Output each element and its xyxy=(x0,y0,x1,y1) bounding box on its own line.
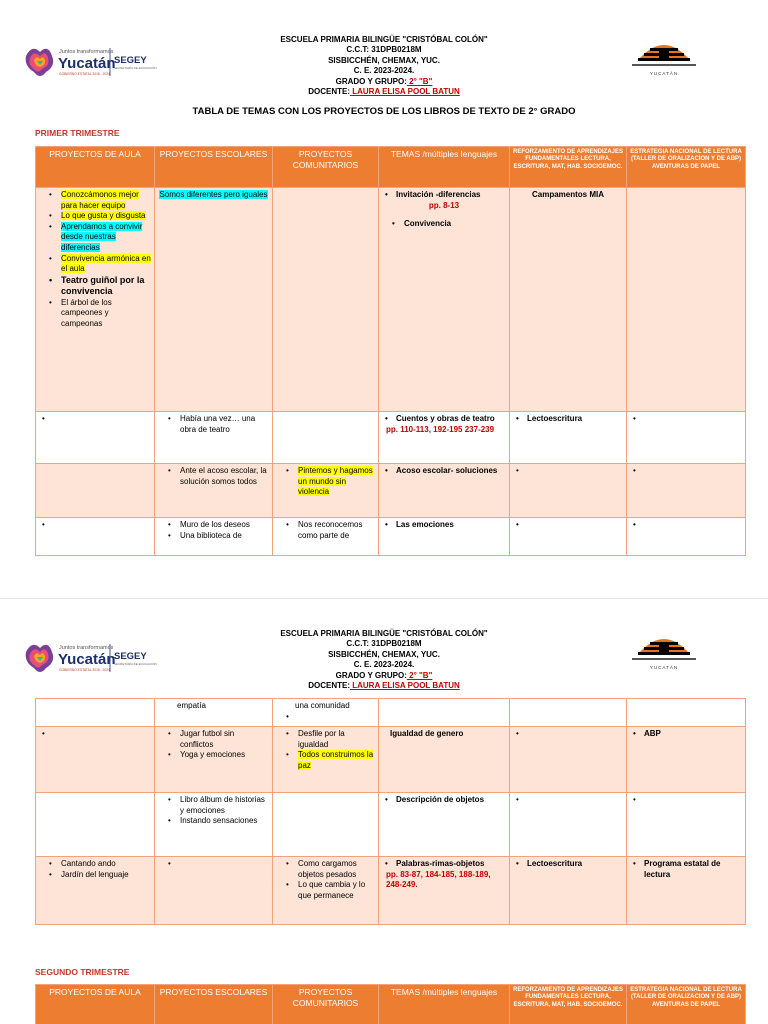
projects-table-second-trimester xyxy=(35,984,746,1024)
document-page-2 xyxy=(0,618,768,1024)
pyramid-logo xyxy=(628,632,700,674)
teacher-line xyxy=(200,87,568,97)
column-header-escolares: PROYECTOS ESCOLARES xyxy=(155,147,273,188)
grade-value: 2° "B" xyxy=(406,670,433,680)
teacher-value: LAURA ELISA POOL BATUN xyxy=(350,681,460,691)
logo-subtitle: GOBIERNO ESTATAL 2018 - 2024 xyxy=(59,72,110,76)
document-header xyxy=(200,35,568,97)
cell-estrategia xyxy=(627,727,746,793)
cell-aula xyxy=(36,793,155,857)
logo-name: Yucatán xyxy=(58,55,116,72)
table-row xyxy=(36,699,746,727)
cell-escolar xyxy=(155,727,273,793)
list-item: • Desfile por la igualdad xyxy=(276,729,375,750)
cell-aula xyxy=(36,464,155,518)
cell-estrategia xyxy=(627,412,746,464)
teacher-line xyxy=(200,681,568,691)
list-item: • Instando sensaciones xyxy=(158,816,269,827)
list-item: • Nos reconocemos como parte de xyxy=(276,520,375,541)
cell-temas xyxy=(379,412,510,464)
cell-reforzamiento xyxy=(510,518,627,556)
cell-comunitario xyxy=(273,464,379,518)
list-item: • Descripción de objetos xyxy=(382,795,506,806)
cell-reforzamiento xyxy=(510,464,627,518)
cell-comunitario xyxy=(273,518,379,556)
list-item: • Las emociones xyxy=(382,520,506,531)
grade-value: 2° "B" xyxy=(406,76,433,86)
list-item: • Lo que gusta y disgusta xyxy=(39,211,151,222)
cell-reforzamiento xyxy=(510,793,627,857)
column-header-comunitarios: PROYECTOS COMUNITARIOS xyxy=(273,147,379,188)
list-item: • Libro álbum de historias y emociones xyxy=(158,795,269,816)
cell-estrategia xyxy=(627,857,746,925)
school-name: ESCUELA PRIMARIA BILINGÜE "CRISTÓBAL COLÓN" xyxy=(280,35,488,44)
cell-estrategia xyxy=(627,699,746,727)
cell-aula xyxy=(36,188,155,412)
school-location: SISBICCHÉN, CHEMAX, YUC. xyxy=(328,55,440,65)
cell-aula xyxy=(36,518,155,556)
cell-aula xyxy=(36,699,155,727)
yucatan-government-logo xyxy=(22,42,162,82)
section-title-second: SEGUNDO TRIMESTRE xyxy=(35,967,130,977)
cell-temas xyxy=(379,464,510,518)
cell-comunitario xyxy=(273,188,379,412)
segey-subtitle: SECRETARÍA DE EDUCACIÓN xyxy=(114,662,157,666)
cell-estrategia xyxy=(627,518,746,556)
column-header-escolares: PROYECTOS ESCOLARES xyxy=(155,985,273,1024)
list-item: • Cantando ando xyxy=(39,859,151,870)
grade-label: GRADO Y GRUPO: xyxy=(335,670,407,680)
list-item: • Había una vez… una obra de teatro xyxy=(158,414,269,435)
cell-estrategia xyxy=(627,793,746,857)
table-row xyxy=(36,464,746,518)
list-item: • Lectoescritura xyxy=(513,859,623,870)
cell-escolar xyxy=(155,464,273,518)
school-location: SISBICCHÉN, CHEMAX, YUC. xyxy=(328,649,440,659)
page-divider xyxy=(0,598,768,599)
school-name: ESCUELA PRIMARIA BILINGÜE "CRISTÓBAL COLÓN" xyxy=(280,629,488,638)
table-row xyxy=(36,793,746,857)
cell-temas xyxy=(379,857,510,925)
cell-aula xyxy=(36,857,155,925)
list-item: • Convivencia xyxy=(382,219,506,230)
segey-logo-text: SEGEY xyxy=(114,651,147,662)
list-item: • Teatro guiñol por la convivencia xyxy=(39,275,151,298)
list-item: • Convivencia armónica en el aula xyxy=(39,254,151,275)
cell-temas xyxy=(379,793,510,857)
table-row xyxy=(36,727,746,793)
pyramid-logo-caption: YUCATÁN xyxy=(649,665,679,670)
logo-tagline: Juntos transformamos xyxy=(59,645,114,651)
logo-tagline: Juntos transformamos xyxy=(59,49,114,55)
table-header-row xyxy=(36,985,746,1024)
cell-comunitario xyxy=(273,793,379,857)
segey-logo-text: SEGEY xyxy=(114,55,147,66)
school-cycle: C. E. 2023-2024. xyxy=(353,66,415,76)
list-item: • ABP xyxy=(630,729,742,740)
cell-reforzamiento xyxy=(510,412,627,464)
teacher-value: LAURA ELISA POOL BATUN xyxy=(350,87,460,97)
table-header-row xyxy=(36,147,746,188)
page-reference: pp. 110-113, 192-195 237-239 xyxy=(386,424,495,434)
logo-subtitle: GOBIERNO ESTATAL 2018 - 2024 xyxy=(59,668,110,672)
column-header-temas: TEMAS /múltiples lenguajes xyxy=(379,147,510,188)
list-item: • Como cargamos objetos pesados xyxy=(276,859,375,880)
pyramid-logo-caption: YUCATÁN xyxy=(649,71,679,76)
list-item: • Ante el acoso escolar, la solución somos todos xyxy=(158,466,269,487)
cell-reforzamiento xyxy=(510,727,627,793)
list-item: • Aprendamos a convivir desde nuestras diferencias xyxy=(39,222,151,254)
cell-temas xyxy=(379,188,510,412)
list-item: • Palabras-rimas-objetos xyxy=(382,859,506,870)
column-header-aula: PROYECTOS DE AULA xyxy=(36,985,155,1024)
cell-escolar xyxy=(155,518,273,556)
cell-escolar xyxy=(155,188,273,412)
list-item: • El árbol de los campeones y campeonas xyxy=(39,298,151,330)
cell-aula xyxy=(36,412,155,464)
cell-comunitario xyxy=(273,412,379,464)
list-item: • Cuentos y obras de teatro xyxy=(382,414,506,425)
cell-reforzamiento xyxy=(510,857,627,925)
list-item: • Conozcámonos mejor para hacer equipo xyxy=(39,190,151,211)
column-header-estrategia: ESTRATEGIA NACIONAL DE LECTURA (TALLER DE ORALIZACION Y DE ABP) AVENTURAS DE PAPEL xyxy=(627,985,746,1024)
cell-escolar xyxy=(155,857,273,925)
list-item: • Muro de los deseos xyxy=(158,520,269,531)
cell-comunitario xyxy=(273,857,379,925)
cell-reforzamiento: Campamentos MIA xyxy=(510,188,627,412)
list-item: • Jugar futbol sin conflictos xyxy=(158,729,269,750)
school-cycle: C. E. 2023-2024. xyxy=(353,660,415,670)
list-item: • Programa estatal de lectura xyxy=(630,859,742,880)
cell-comunitario xyxy=(273,727,379,793)
teacher-label: DOCENTE: xyxy=(308,681,350,691)
grade-line xyxy=(200,77,568,87)
document-header xyxy=(200,629,568,691)
pyramid-logo xyxy=(628,38,700,80)
teacher-label: DOCENTE: xyxy=(308,87,350,97)
list-item: • Todos construimos la paz xyxy=(276,750,375,771)
yucatan-government-logo xyxy=(22,638,162,678)
school-cct: C.C.T: 31DPB0218M xyxy=(346,45,422,55)
cell-escolar xyxy=(155,412,273,464)
cell-temas xyxy=(379,699,510,727)
cell-escolar xyxy=(155,793,273,857)
cell-temas: Igualdad de genero xyxy=(379,727,510,793)
cell-escolar: empatía xyxy=(155,699,273,727)
column-header-reforzamiento: REFORZAMIENTO DE APRENDIZAJES FUNDAMENTALES LECTURA, ESCRITURA, MAT, HAB. SOCIOEMOC. xyxy=(510,147,627,188)
cell-temas xyxy=(379,518,510,556)
cell-estrategia xyxy=(627,464,746,518)
list-item: • Invitación -diferencias xyxy=(382,190,506,201)
segey-subtitle: SECRETARÍA DE EDUCACIÓN xyxy=(114,66,157,70)
list-item: • Una biblioteca de xyxy=(158,531,269,542)
list-item: • Lectoescritura xyxy=(513,414,623,425)
list-item: • Lo que cambia y lo que permanece xyxy=(276,880,375,901)
column-header-aula: PROYECTOS DE AULA xyxy=(36,147,155,188)
table-row xyxy=(36,518,746,556)
table-row xyxy=(36,412,746,464)
cell-aula xyxy=(36,727,155,793)
cell-estrategia xyxy=(627,188,746,412)
column-header-estrategia: ESTRATEGIA NACIONAL DE LECTURA (TALLER DE ORALIZACION Y DE ABP) AVENTURAS DE PAPEL xyxy=(627,147,746,188)
table-title: TABLA DE TEMAS CON LOS PROYECTOS DE LOS LIBROS DE TEXTO DE 2° GRADO xyxy=(192,106,576,117)
cell-comunitario: una comunidad xyxy=(273,699,379,727)
column-header-temas: TEMAS /múltiples lenguajes xyxy=(379,985,510,1024)
projects-table-page-1 xyxy=(35,146,746,556)
page-reference: pp. 83-87, 184-185, 188-189, 248-249. xyxy=(386,869,491,890)
highlighted-text: Somos diferentes pero iguales xyxy=(159,190,268,199)
projects-table-page-2 xyxy=(35,698,746,925)
grade-label: GRADO Y GRUPO: xyxy=(335,76,407,86)
table-row xyxy=(36,857,746,925)
list-item: • Yoga y emociones xyxy=(158,750,269,761)
column-header-comunitarios: PROYECTOS COMUNITARIOS xyxy=(273,985,379,1024)
column-header-reforzamiento: REFORZAMIENTO DE APRENDIZAJES FUNDAMENTALES LECTURA, ESCRITURA, MAT, HAB. SOCIOEMOC. xyxy=(510,985,627,1024)
list-item: • Pintemos y hagamos un mundo sin violencia xyxy=(276,466,375,498)
grade-line xyxy=(200,671,568,681)
list-item: • Jardín del lenguaje xyxy=(39,870,151,881)
cell-reforzamiento xyxy=(510,699,627,727)
page-reference: pp. 8-13 xyxy=(428,200,460,210)
table-row xyxy=(36,188,746,412)
school-cct: C.C.T: 31DPB0218M xyxy=(346,639,422,649)
section-title-first: PRIMER TRIMESTRE xyxy=(35,128,120,138)
logo-name: Yucatán xyxy=(58,651,116,668)
list-item: • Acoso escolar- soluciones xyxy=(382,466,506,477)
